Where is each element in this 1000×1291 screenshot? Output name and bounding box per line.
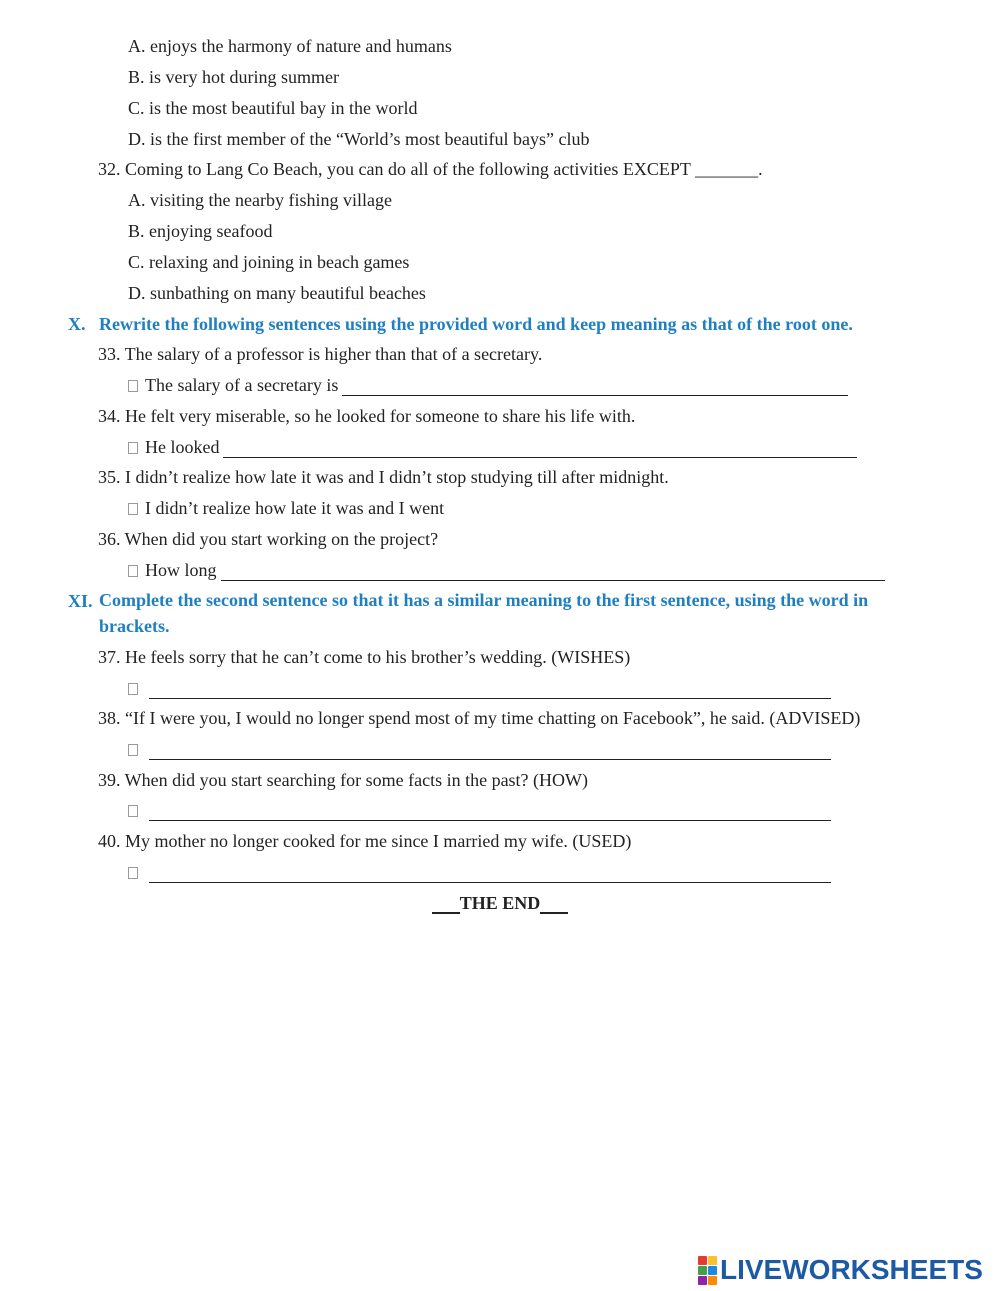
q33-answer-row xyxy=(128,374,848,396)
arrow-box-icon xyxy=(128,805,138,817)
q31-option-b: B. is very hot during summer xyxy=(128,67,339,87)
q31-option-c: C. is the most beautiful bay in the world xyxy=(128,98,418,118)
q37-question: 37. He feels sorry that he can’t come to his brother’s wedding. (WISHES) xyxy=(98,647,631,667)
logo-tile-icon xyxy=(708,1276,717,1285)
logo-tile-icon xyxy=(698,1256,707,1265)
q40-answer-blank[interactable] xyxy=(149,864,831,883)
q32-option-b: B. enjoying seafood xyxy=(128,221,273,241)
liveworksheets-logo-text: LIVEWORKSHEETS xyxy=(720,1254,983,1285)
q32-option-c: C. relaxing and joining in beach games xyxy=(128,252,410,272)
q34-answer-row xyxy=(128,436,857,458)
liveworksheets-logo-icon xyxy=(698,1256,717,1285)
q38-question: 38. “If I were you, I would no longer spend most of my time chatting on Facebook”, he said. (ADVISED) xyxy=(98,708,861,728)
q33-question: 33. The salary of a professor is higher than that of a secretary. xyxy=(98,344,543,364)
section-xi-title-line2: brackets. xyxy=(99,616,170,636)
section-x-title: Rewrite the following sentences using the provided word and keep meaning as that of the root one. xyxy=(99,314,853,334)
q35-question: 35. I didn’t realize how late it was and I didn’t stop studying till after midnight. xyxy=(98,467,669,487)
arrow-box-icon xyxy=(128,565,138,577)
the-end-text: THE END xyxy=(459,893,541,913)
q35-answer-row xyxy=(128,497,444,519)
section-xi-title-line1: Complete the second sentence so that it has a similar meaning to the first sentence, using the word in xyxy=(99,590,869,610)
arrow-box-icon xyxy=(128,380,138,392)
q40-question: 40. My mother no longer cooked for me since I married my wife. (USED) xyxy=(98,831,632,851)
q36-question: 36. When did you start working on the project? xyxy=(98,529,439,549)
arrow-box-icon xyxy=(128,683,138,695)
q37-answer-row xyxy=(128,677,831,699)
logo-tile-icon xyxy=(708,1256,717,1265)
the-end-footer xyxy=(0,892,1000,914)
q38-answer-blank[interactable] xyxy=(149,741,831,760)
q39-answer-blank[interactable] xyxy=(149,802,831,821)
arrow-box-icon xyxy=(128,744,138,756)
q31-option-a: A. enjoys the harmony of nature and humans xyxy=(128,36,452,56)
q32-option-d: D. sunbathing on many beautiful beaches xyxy=(128,283,426,303)
q40-answer-row xyxy=(128,861,831,883)
logo-tile-icon xyxy=(708,1266,717,1275)
q34-prompt: He looked xyxy=(145,437,220,457)
q36-prompt: How long xyxy=(145,560,217,580)
q37-answer-blank[interactable] xyxy=(149,680,831,699)
q34-question: 34. He felt very miserable, so he looked for someone to share his life with. xyxy=(98,406,636,426)
arrow-box-icon xyxy=(128,442,138,454)
q31-option-d: D. is the first member of the “World’s most beautiful bays” club xyxy=(128,129,590,149)
q33-answer-blank[interactable] xyxy=(342,377,848,396)
logo-tile-icon xyxy=(698,1266,707,1275)
q35-prompt: I didn’t realize how late it was and I went xyxy=(145,498,445,518)
arrow-box-icon xyxy=(128,867,138,879)
q38-answer-row xyxy=(128,738,831,760)
q34-answer-blank[interactable] xyxy=(223,439,857,458)
q36-answer-blank[interactable] xyxy=(221,562,885,581)
section-xi-number: XI. xyxy=(68,591,93,611)
q39-answer-row xyxy=(128,799,831,821)
logo-tile-icon xyxy=(698,1276,707,1285)
q36-answer-row xyxy=(128,559,885,581)
q39-question: 39. When did you start searching for some facts in the past? (HOW) xyxy=(98,770,589,790)
liveworksheets-logo xyxy=(698,1255,983,1285)
q32-option-a: A. visiting the nearby fishing village xyxy=(128,190,392,210)
q33-prompt: The salary of a secretary is xyxy=(145,375,339,395)
q32-question: 32. Coming to Lang Co Beach, you can do all of the following activities EXCEPT _______. xyxy=(98,159,763,179)
arrow-box-icon xyxy=(128,503,138,515)
section-x-number: X. xyxy=(68,314,86,334)
